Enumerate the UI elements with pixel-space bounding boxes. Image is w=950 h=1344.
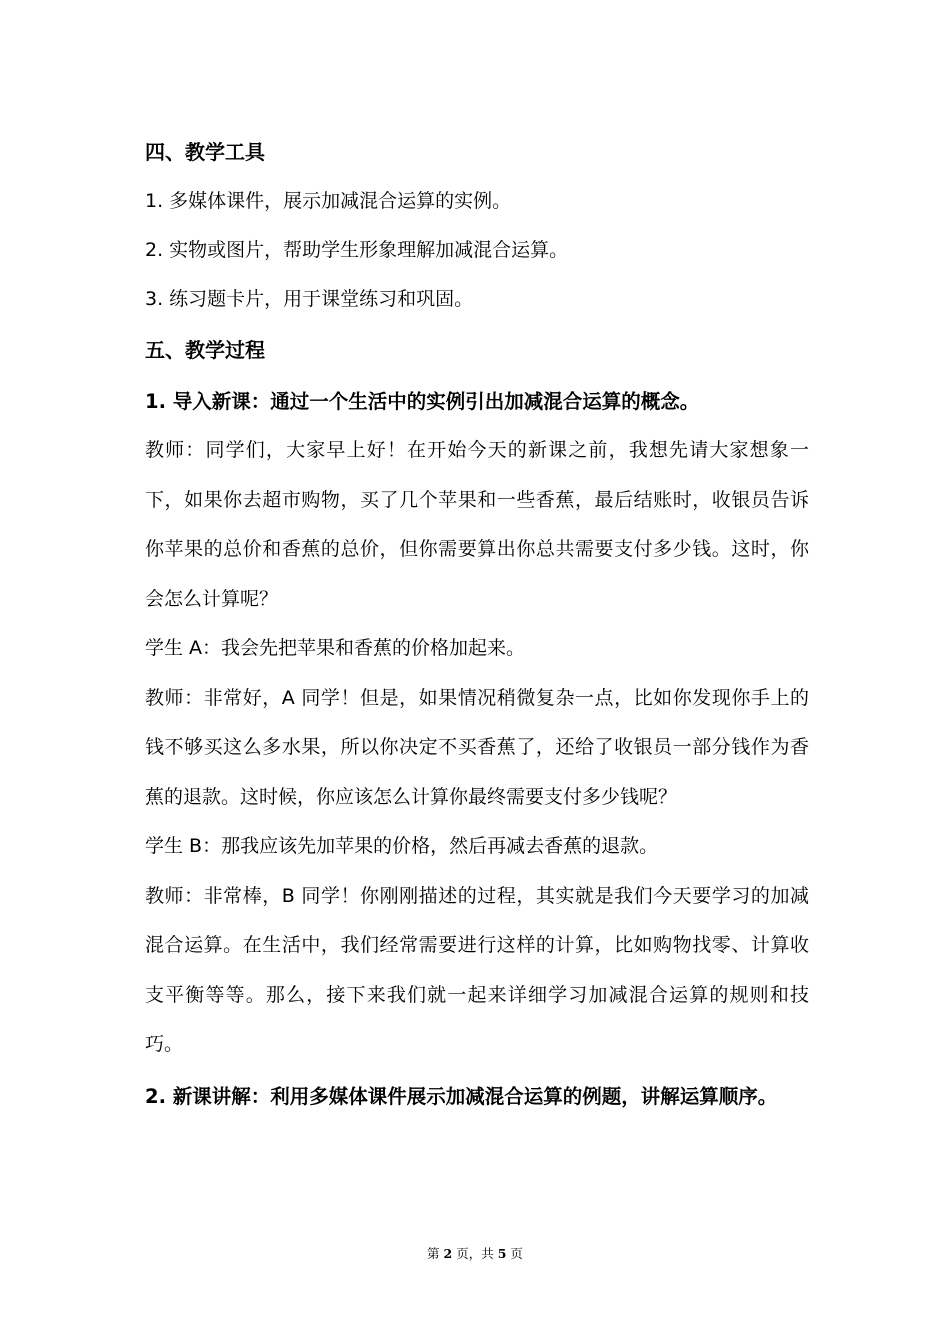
list-item: 2. 实物或图片，帮助学生形象理解加减混合运算。 xyxy=(145,239,569,261)
footer-page-number: 2 xyxy=(443,1246,453,1261)
step-heading-new-lesson: 2. 新课讲解：利用多媒体课件展示加减混合运算的例题，讲解运算顺序。 xyxy=(145,1084,778,1108)
footer-total-pages: 5 xyxy=(497,1246,507,1261)
list-item: 1. 多媒体课件，展示加减混合运算的实例。 xyxy=(145,190,512,212)
page-content xyxy=(145,128,809,1123)
dialogue-paragraph: 学生 B：那我应该先加苹果的价格，然后再减去香蕉的退款。 xyxy=(145,835,659,857)
dialogue-paragraph: 学生 A：我会先把苹果和香蕉的价格加起来。 xyxy=(145,637,526,659)
dialogue-paragraph: 教师：非常棒，B 同学！你刚刚描述的过程，其实就是我们今天要学习的加减混合运算。在生活中，我们经常需要进行这样的计算，比如购物找零、计算收支平衡等等。那么，接下来我们就一起来详细学习加减混合运算的规则和技巧。 xyxy=(145,884,809,1055)
footer-middle: 页，共 xyxy=(456,1246,494,1261)
footer-suffix: 页 xyxy=(510,1246,523,1261)
list-item: 3. 练习题卡片，用于课堂练习和巩固。 xyxy=(145,288,474,310)
dialogue-paragraph: 教师：同学们，大家早上好！在开始今天的新课之前，我想先请大家想象一下，如果你去超市购物，买了几个苹果和一些香蕉，最后结账时，收银员告诉你苹果的总价和香蕉的总价，但你需要算出你总共需要支付多少钱。这时，你会怎么计算呢？ xyxy=(145,439,809,610)
section-heading-teaching-tools: 四、教学工具 xyxy=(145,140,265,164)
step-heading-intro: 1. 导入新课：通过一个生活中的实例引出加减混合运算的概念。 xyxy=(145,390,700,413)
section-heading-teaching-process: 五、教学过程 xyxy=(145,338,265,362)
page-footer xyxy=(0,1244,950,1264)
footer-prefix: 第 xyxy=(427,1246,440,1261)
dialogue-paragraph: 教师：非常好，A 同学！但是，如果情况稍微复杂一点，比如你发现你手上的钱不够买这么多水果，所以你决定不买香蕉了，还给了收银员一部分钱作为香蕉的退款。这时候，你应该怎么计算你最终需要支付多少钱呢？ xyxy=(145,686,809,808)
